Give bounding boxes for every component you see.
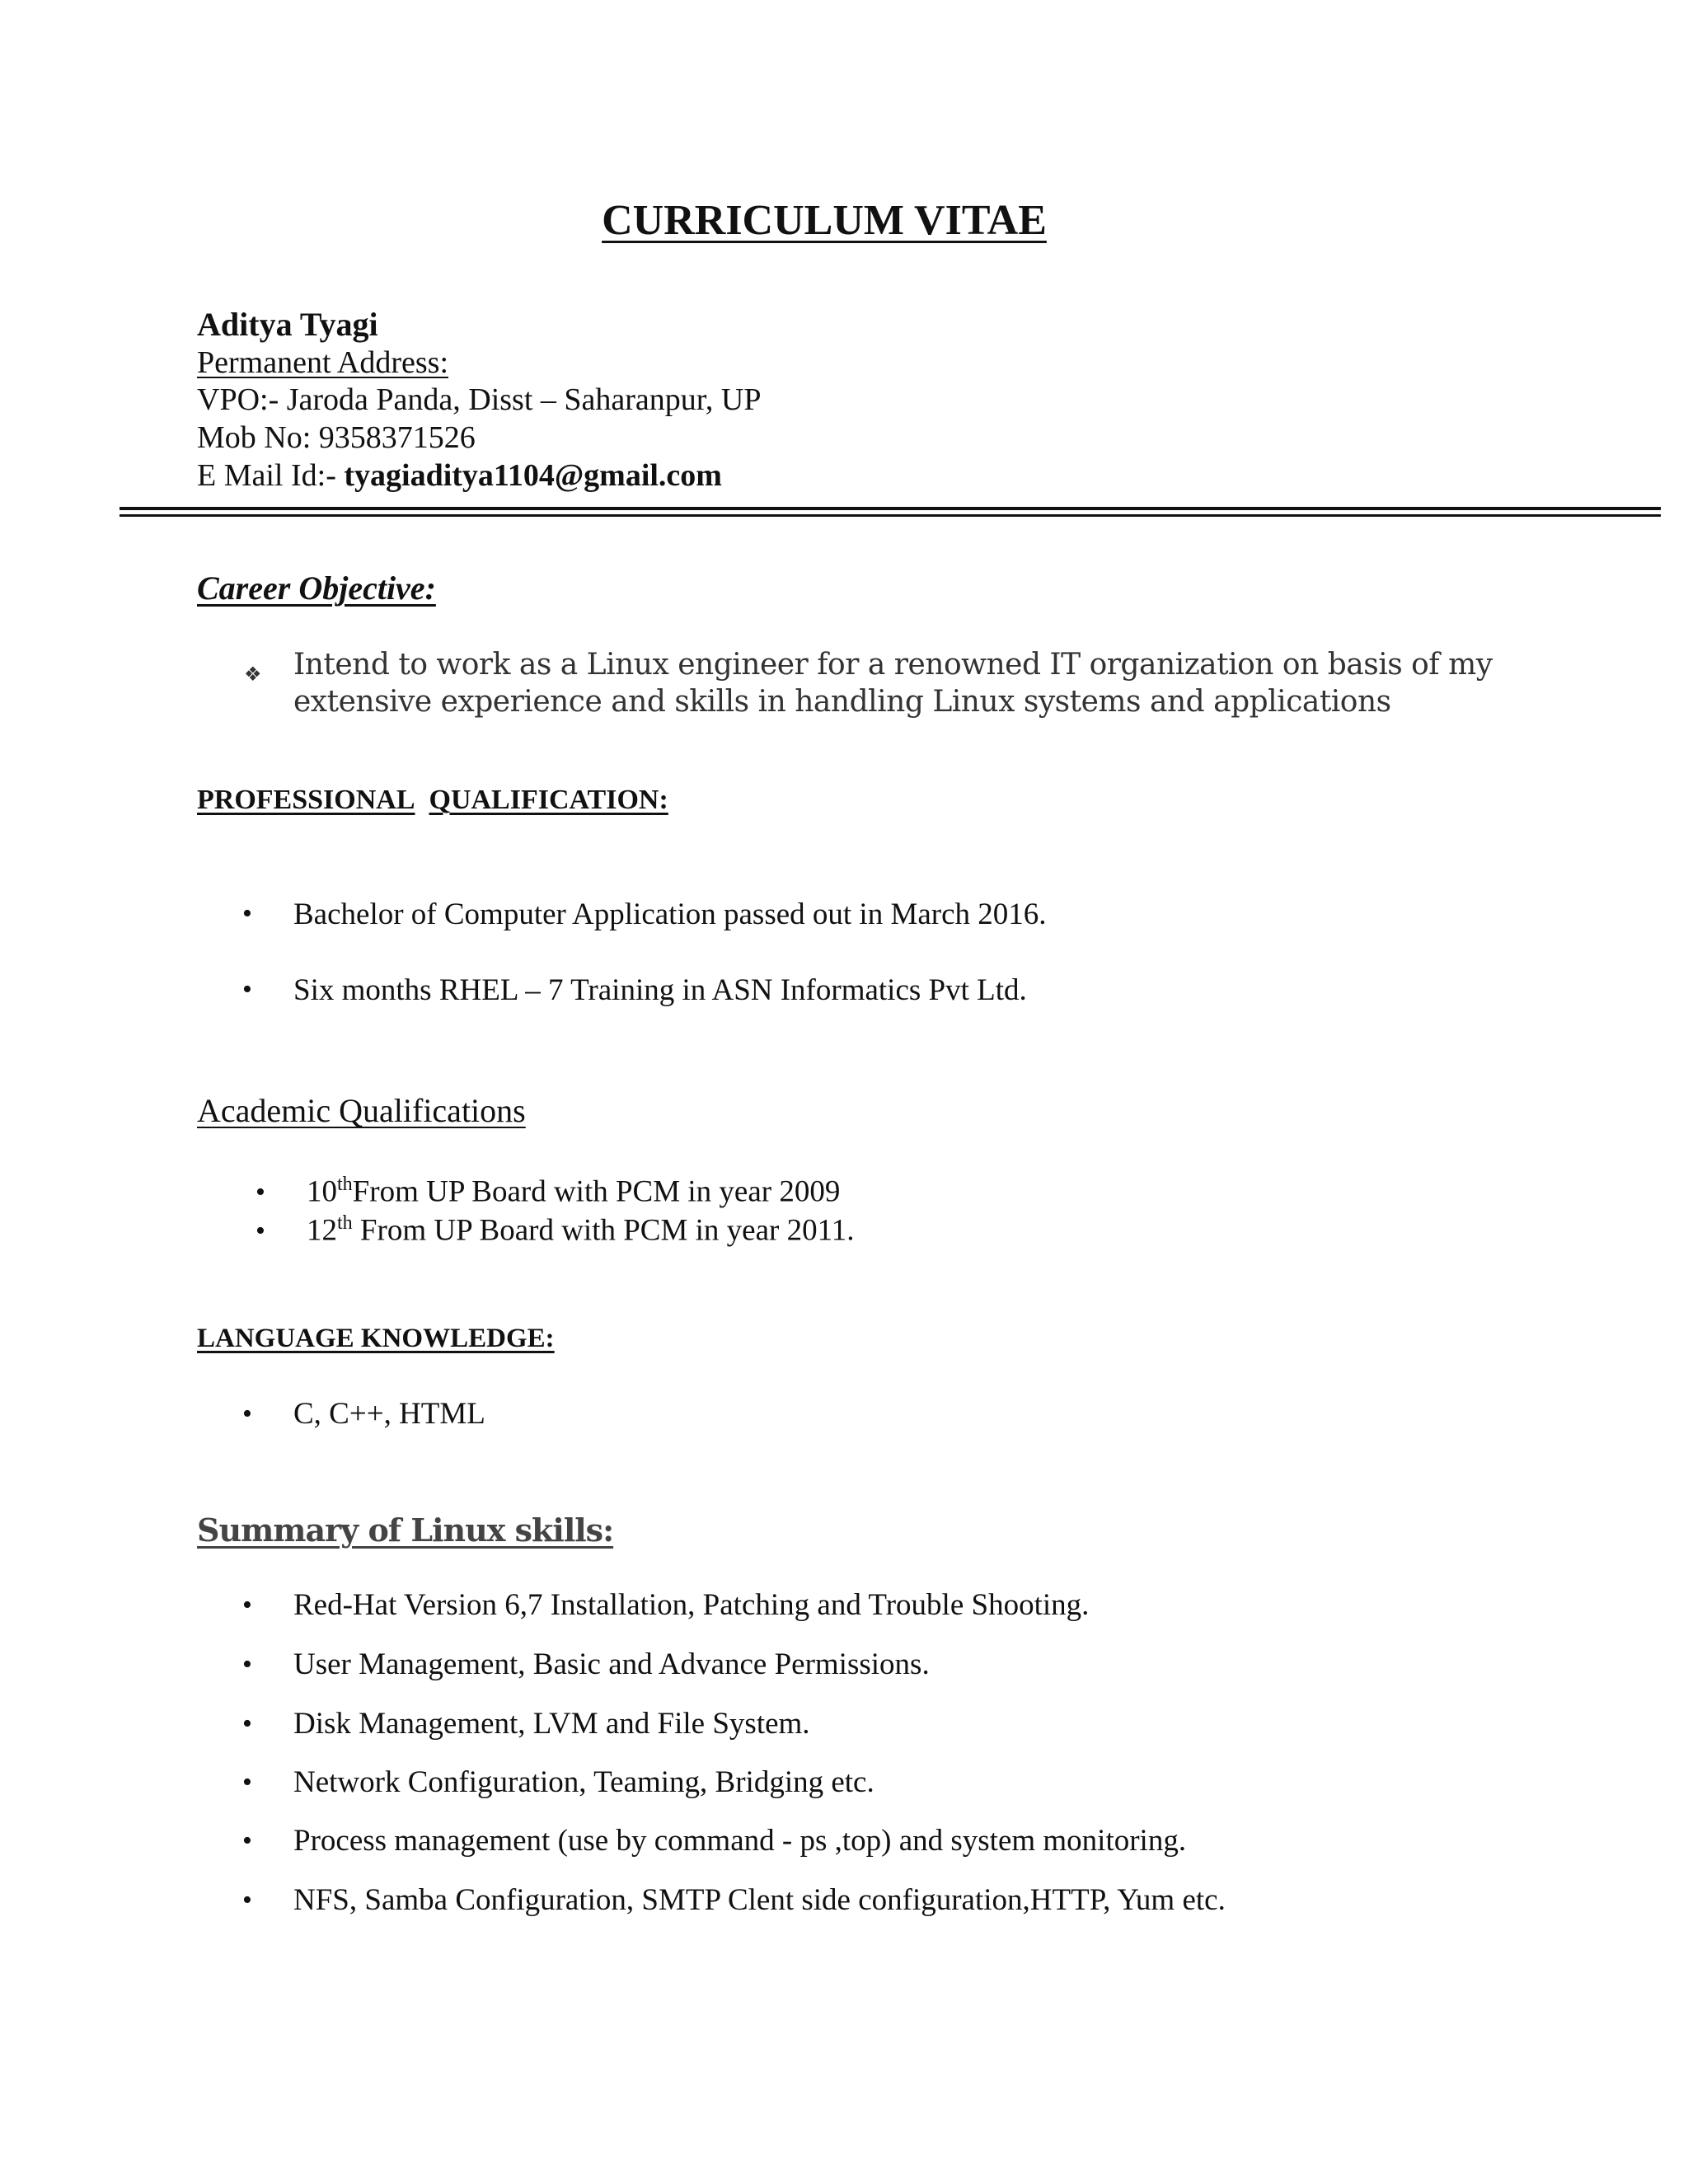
bullet-icon: •: [256, 1216, 265, 1246]
skill-item: Process management (use by command - ps ,top) and system monitoring.: [293, 1824, 1187, 1858]
academic-item: 12th From UP Board with PCM in year 2011.: [307, 1212, 855, 1248]
bullet-icon: •: [242, 974, 252, 1005]
career-objective-heading: Career Objective:: [197, 569, 436, 607]
bullet-icon: •: [242, 1767, 252, 1797]
professional-heading-part-2: QUALIFICATION:: [429, 785, 668, 815]
candidate-name: Aditya Tyagi: [197, 306, 378, 343]
bullet-icon: •: [256, 1177, 265, 1207]
professional-item: Bachelor of Computer Application passed out in March 2016.: [293, 898, 1047, 931]
bullet-icon: •: [242, 1825, 252, 1856]
language-item: C, C++, HTML: [293, 1397, 485, 1431]
bullet-icon: •: [242, 1649, 252, 1680]
header-divider-top: [120, 507, 1661, 510]
address-text: VPO:- Jaroda Panda, Disst – Saharanpur, UP: [197, 382, 762, 417]
career-objective-line-2: extensive experience and skills in handling Linux systems and applications: [293, 685, 1391, 719]
language-knowledge-heading: LANGUAGE KNOWLEDGE:: [197, 1324, 555, 1353]
bullet-icon: •: [242, 1885, 252, 1915]
academic-item: 10thFrom UP Board with PCM in year 2009: [307, 1174, 841, 1209]
linux-skills-heading: Summary of Linux skills:: [197, 1511, 614, 1549]
academic-qualifications-heading: Academic Qualifications: [197, 1092, 526, 1129]
page-title: CURRICULUM VITAE: [602, 197, 1047, 244]
career-objective-line-1: Intend to work as a Linux engineer for a renowned IT organization on basis of my: [293, 648, 1493, 682]
mobile-number: Mob No: 9358371526: [197, 420, 476, 455]
skill-item: NFS, Samba Configuration, SMTP Clent side configuration,HTTP, Yum etc.: [293, 1883, 1226, 1917]
professional-heading-part-1: PROFESSIONAL: [197, 785, 415, 815]
bullet-icon: •: [242, 1708, 252, 1739]
diamond-bullet-icon: ❖: [244, 664, 262, 686]
skill-item: Disk Management, LVM and File System.: [293, 1707, 810, 1741]
email-label: E Mail Id:-: [197, 458, 345, 493]
bullet-icon: •: [242, 1399, 252, 1429]
professional-item: Six months RHEL – 7 Training in ASN Informatics Pvt Ltd.: [293, 973, 1027, 1007]
skill-item: Network Configuration, Teaming, Bridging etc.: [293, 1765, 874, 1799]
bullet-icon: •: [242, 898, 252, 929]
skill-item: User Management, Basic and Advance Permissions.: [293, 1647, 930, 1681]
email-address: tyagiaditya1104@gmail.com: [344, 458, 722, 493]
header-divider-bottom: [120, 514, 1661, 517]
email-line: [197, 457, 722, 494]
skill-item: Red-Hat Version 6,7 Installation, Patching and Trouble Shooting.: [293, 1588, 1090, 1622]
professional-qualification-heading: [197, 785, 668, 816]
address-label: Permanent Address:: [197, 345, 449, 380]
bullet-icon: •: [242, 1590, 252, 1620]
